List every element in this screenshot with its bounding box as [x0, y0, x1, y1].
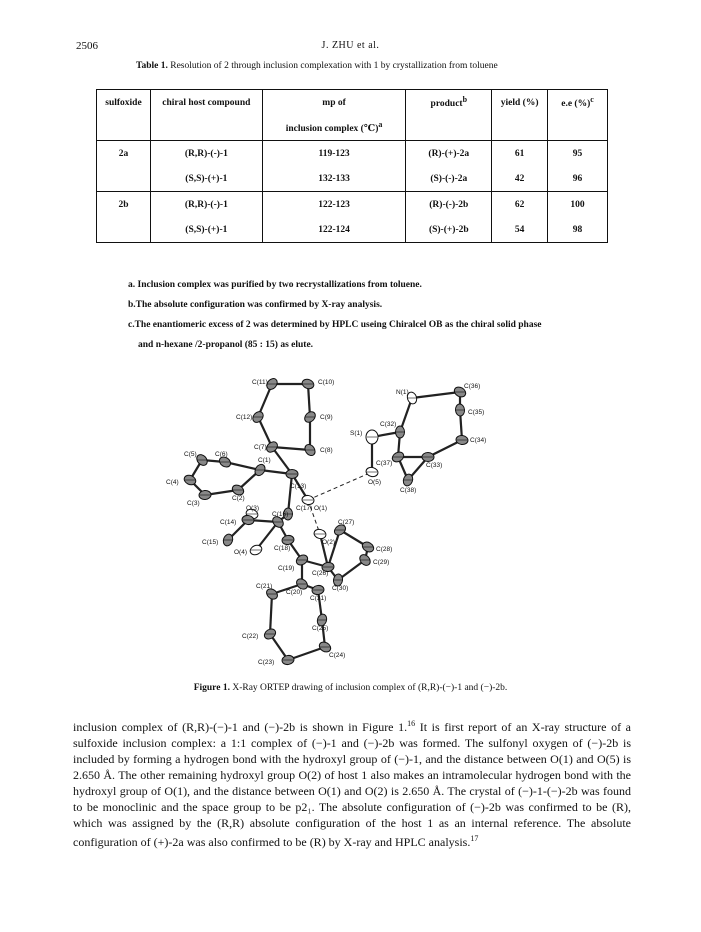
atom-label: C(6): [215, 451, 228, 458]
atom-label: C(37): [376, 460, 393, 467]
table-subheader-row: [97, 115, 608, 141]
atom-label: C(22): [242, 633, 259, 640]
atom-label: C(20): [286, 589, 303, 596]
atom-label: C(11): [252, 379, 268, 386]
footnote-a: a. Inclusion complex was purified by two recrystallizations from toluene.: [128, 280, 422, 290]
atom-label: C(1): [258, 457, 271, 464]
atom-label: C(26): [312, 570, 329, 577]
column-header: sulfoxide: [97, 90, 151, 116]
column-header: e.e (%)$^c$: [548, 90, 608, 116]
atom-label: C(5): [184, 451, 197, 458]
atom-label: C(15): [202, 539, 219, 546]
column-header: chiral host compound: [150, 90, 262, 116]
results-table: [96, 89, 608, 243]
atom-label: C(36): [464, 383, 481, 390]
column-header: mp of: [262, 90, 406, 116]
bond: [270, 594, 272, 634]
atom-label: O(5): [368, 479, 381, 486]
figure-caption-label: Figure 1.: [193, 683, 230, 693]
atom-label: C(21): [256, 583, 273, 590]
bond: [412, 392, 460, 398]
atom-label: C(4): [166, 479, 179, 486]
atom-label: C(35): [468, 409, 485, 416]
atom-label: C(38): [400, 487, 417, 494]
page-number: 2506: [76, 40, 98, 52]
table-row: 2b (R,R)-(-)-1 122-123 (R)-(-)-2b 62 100: [97, 192, 608, 218]
atom-label: C(34): [470, 437, 487, 444]
atom-label: C(12): [236, 414, 253, 421]
atom-label: O(4): [234, 549, 247, 556]
atom-label: C(9): [320, 414, 333, 421]
atom-label: C(24): [329, 652, 346, 659]
footnote-c: c.The enantiomeric excess of 2 was determined by HPLC useing Chiralcel OB as the chiral solid phase: [128, 320, 542, 330]
atom-label: C(14): [220, 519, 237, 526]
atom-label: S(1): [350, 430, 363, 437]
column-header: product$^b$: [406, 90, 492, 116]
atom-label: C(19): [278, 565, 295, 572]
table-row: 2a (R,R)-(-)-1 119-123 (R)-(+)-2a 61 95: [97, 141, 608, 167]
figure-caption-text: X-Ray ORTEP drawing of inclusion complex of (R,R)-(−)-1 and (−)-2b.: [232, 683, 508, 693]
table-row: (S,S)-(+)-1 122-124 (S)-(+)-2b 54 98: [97, 217, 608, 243]
body-paragraph: inclusion complex of (R,R)-(−)-1 and (−)-2b is shown in Figure 1.16 It is first report of an X-ray structure of a sulfoxide inclusion complex: a 1:1 complex of (−)-1 and (−)-2b was formed. The sulfonyl oxygen of (−)-2b is included by forming a hydrogen bond with the hydroxyl group of (−)-1, and the distance between O(1) and O(5) is 2.650 Å. The other remaining hydroxyl group O(2) of host 1 also makes an intramolecular hydrogen bond with the hydroxyl group of O(1), and the distance between O(1) and O(2) is 2.650 Å. The crystal of (−)-1-(−)-2b was found to be monoclinic and the space group to be p2₁. The absolute configuration of (−)-2b was confirmed to be (R), which was assigned by the (R,R) absolute configuration of the host 1 as an internal reference. The absolute configuration of (+)-2a was also confirmed to be (R) by X-ray and HPLC analysis.$^{17}$: [73, 719, 631, 849]
table-header-row: [97, 90, 608, 116]
atom-label: O(2): [322, 539, 335, 546]
atom-label: C(29): [373, 559, 390, 566]
atom-label: C(7): [254, 444, 267, 451]
atom-label: C(31): [310, 595, 327, 602]
atom-label: C(25): [312, 625, 329, 632]
running-head: J. ZHU et al.: [321, 40, 380, 51]
table-caption-label: Table 1.: [136, 61, 168, 71]
figure-caption: [0, 683, 701, 693]
ortep-figure: [160, 362, 540, 677]
atom-label: C(18): [274, 545, 291, 552]
atom-label: C(28): [376, 546, 393, 553]
atom-label: N(1): [396, 389, 409, 396]
bond: [272, 447, 310, 450]
atom-label: C(27): [338, 519, 355, 526]
atom-label: O(3): [246, 505, 259, 512]
atom-label: C(30): [332, 585, 349, 592]
atom-label: C(3): [187, 500, 200, 507]
atom-label: C(16): [272, 511, 289, 518]
atom-label: C(17): [296, 505, 313, 512]
atom-label: C(23): [258, 659, 275, 666]
atom-label: C(13): [290, 483, 307, 490]
table-row: (S,S)-(+)-1 132-133 (S)-(-)-2a 42 96: [97, 166, 608, 192]
table-caption: [136, 61, 498, 71]
atom-label: O(1): [314, 505, 327, 512]
atom-label: C(10): [318, 379, 335, 386]
hydrogen-bond: [308, 472, 372, 500]
atom-label: C(33): [426, 462, 443, 469]
footnote-c-continued: and n-hexane /2-propanol (85 : 15) as elute.: [138, 340, 314, 350]
mp-subheader: inclusion complex (℃)$^a$: [262, 115, 406, 141]
atom-label: C(32): [380, 421, 397, 428]
table-footnotes: [128, 275, 542, 355]
atom-label: C(2): [232, 495, 245, 502]
footnote-b: b.The absolute configuration was confirmed by X-ray analysis.: [128, 300, 383, 310]
table-caption-text: Resolution of 2 through inclusion complexation with 1 by crystallization from toluene: [170, 61, 498, 71]
atom-label: C(8): [320, 447, 333, 454]
column-header: yield (%): [492, 90, 548, 116]
